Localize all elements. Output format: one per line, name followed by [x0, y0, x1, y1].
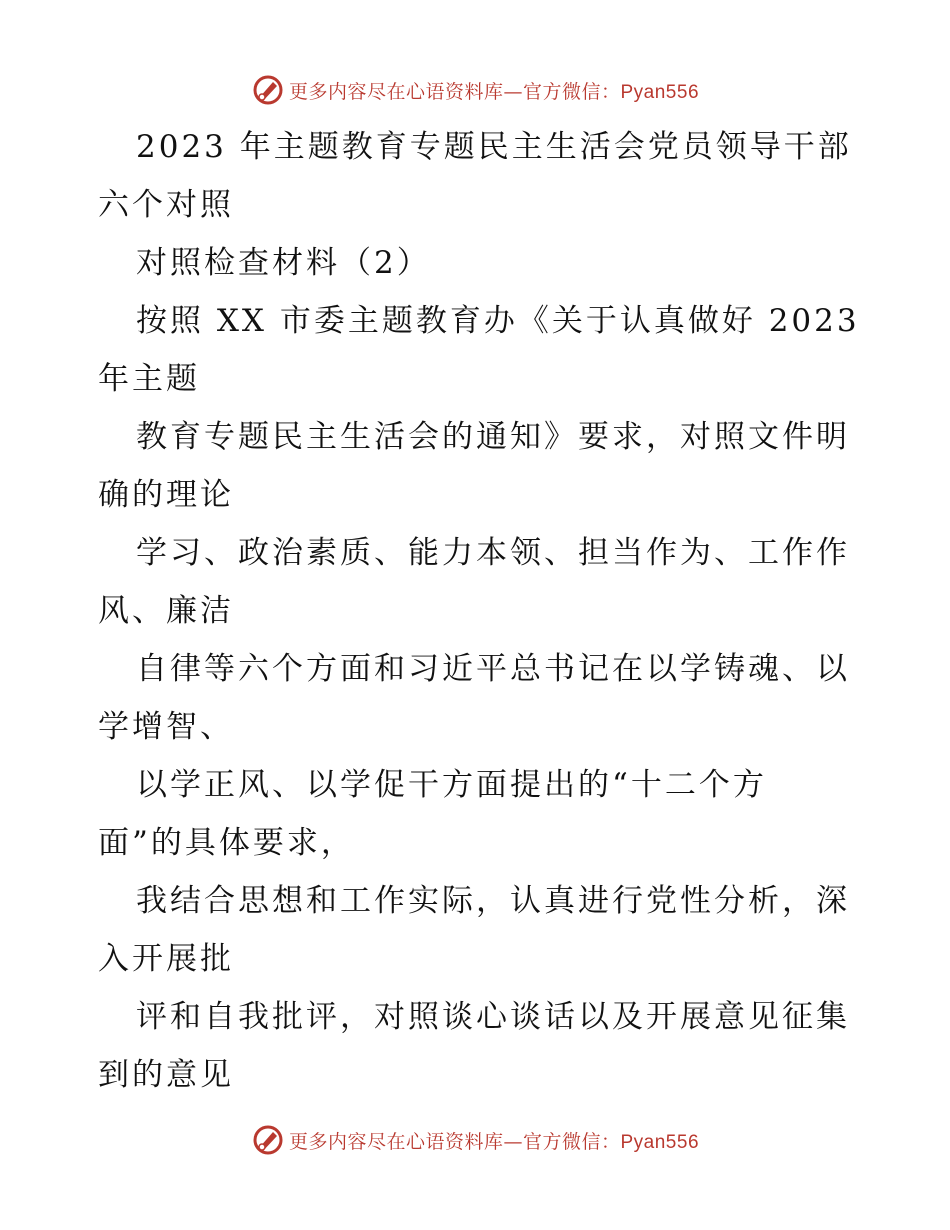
text-line: 确的理论 — [98, 477, 234, 513]
document-body — [98, 118, 858, 1104]
text-line: 我结合思想和工作实际，认真进行党性分析，深 — [136, 883, 850, 919]
text-line: 以学正风、以学促干方面提出的“十二个方 — [136, 767, 767, 803]
text-line: 2023 年主题教育专题民主生活会党员领导干部 — [136, 129, 852, 165]
text-line: 六个对照 — [98, 187, 234, 223]
brand-logo-icon — [251, 73, 285, 107]
text-line: 学增智、 — [98, 709, 234, 745]
text-line: 到的意见 — [98, 1057, 234, 1093]
text-line: 对照检查材料（2） — [136, 245, 431, 281]
wechat-id: Pyan556 — [620, 1131, 700, 1153]
text-line: 学习、政治素质、能力本领、担当作为、工作作 — [136, 535, 850, 571]
text-line: 按照 XX 市委主题教育办《关于认真做好 2023 — [136, 303, 860, 339]
watermark-text: 更多内容尽在心语资料库—官方微信：Pyan556 — [288, 80, 700, 103]
text-line: 教育专题民主生活会的通知》要求，对照文件明 — [136, 419, 850, 455]
footer-watermark — [0, 1120, 950, 1160]
text-line: 入开展批 — [98, 941, 234, 977]
text-line: 风、廉洁 — [98, 593, 234, 629]
text-line: 评和自我批评，对照谈心谈话以及开展意见征集 — [136, 999, 850, 1035]
wechat-id: Pyan556 — [620, 81, 700, 103]
watermark-text: 更多内容尽在心语资料库—官方微信：Pyan556 — [288, 1130, 700, 1153]
header-watermark — [0, 70, 950, 110]
text-line: 自律等六个方面和习近平总书记在以学铸魂、以 — [136, 651, 850, 687]
brand-logo-icon — [251, 1123, 285, 1157]
text-line: 年主题 — [98, 361, 200, 397]
text-line: 面”的具体要求， — [98, 825, 355, 861]
